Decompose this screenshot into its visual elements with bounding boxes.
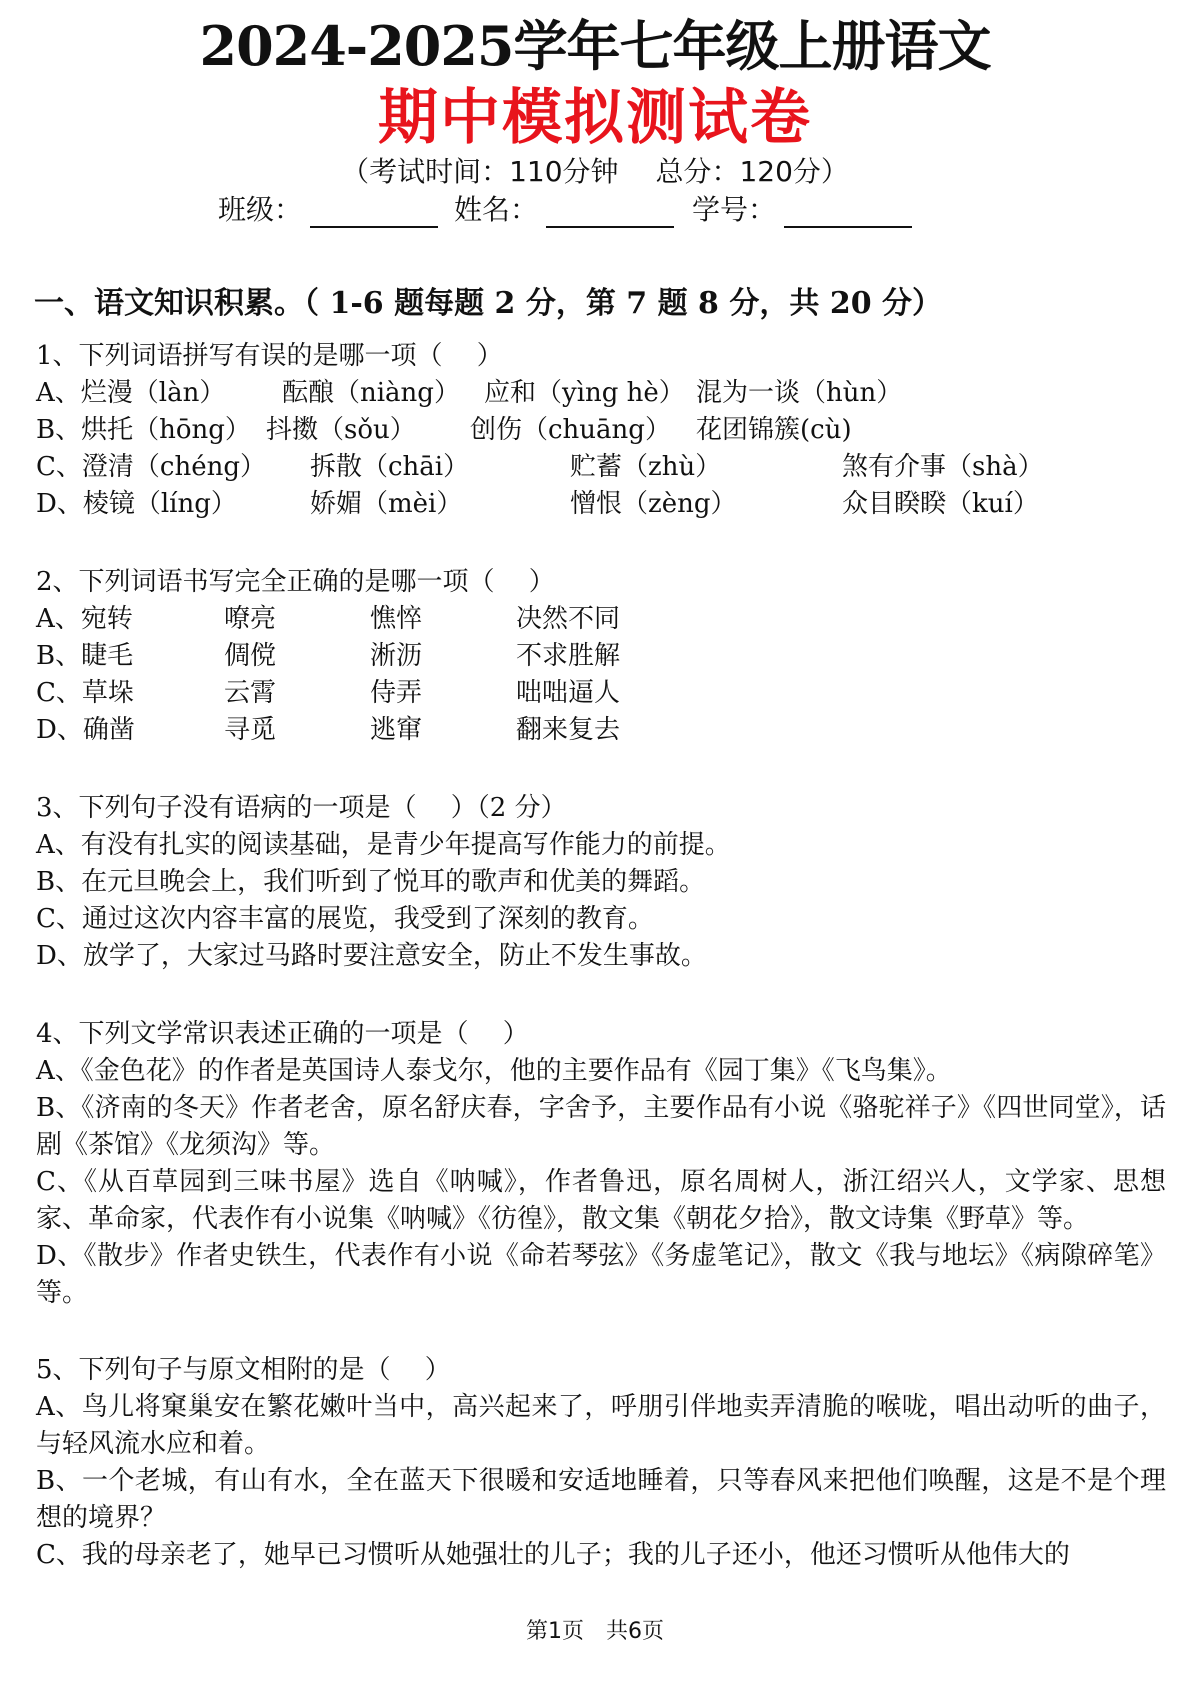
exam-time: （考试时间：110分钟: [341, 155, 619, 188]
option-row: [36, 375, 1166, 412]
option-item: 抖擞（sǒu）: [266, 415, 416, 445]
student-id-label: 学号：: [692, 193, 777, 226]
option-item: 寻觅: [224, 715, 277, 745]
option-item: 贮蓄（zhù）: [570, 452, 722, 482]
question-4: [36, 1016, 1166, 1312]
option-paragraph: C、《从百草园到三味书屋》选自《呐喊》，作者鲁迅，原名周树人，浙江绍兴人，文学家、思想家、革命家，代表作有小说集《呐喊》《彷徨》，散文集《朝花夕拾》，散文诗集《野草》等。: [36, 1167, 1166, 1234]
option-row: [36, 449, 1166, 486]
question-3: [36, 790, 1166, 975]
option-item: B、睫毛: [36, 641, 134, 671]
option-item: 云霄: [224, 678, 277, 708]
option-item: 众目睽睽（kuí）: [842, 489, 1039, 519]
question-stem: 2、下列词语书写完全正确的是哪一项（ ）: [36, 567, 555, 597]
name-blank[interactable]: [546, 196, 674, 228]
exam-subtitle: 期中模拟测试卷: [378, 83, 812, 153]
option-item: A、宛转: [36, 604, 133, 634]
option-paragraph: D、《散步》作者史铁生，代表作有小说《命若琴弦》《务虚笔记》，散文《我与地坛》《病隙碎笔》等。: [36, 1241, 1166, 1308]
option-item: A、烂漫（làn）: [36, 378, 226, 408]
exam-meta: [0, 150, 1190, 190]
student-id-field[interactable]: [692, 188, 912, 228]
option-item: 不求胜解: [516, 641, 621, 671]
student-id-blank[interactable]: [784, 196, 912, 228]
name-label: 姓名：: [454, 193, 539, 226]
option-row: [36, 712, 1166, 749]
question-stem: 4、下列文学常识表述正确的一项是（ ）: [36, 1019, 529, 1049]
option-line: C、通过这次内容丰富的展览，我受到了深刻的教育。: [36, 904, 654, 934]
option-item: 花团锦簇(cù): [696, 415, 852, 445]
option-paragraph: B、一个老城，有山有水，全在蓝天下很暖和安适地睡着，只等春风来把他们唤醒，这是不是个理想的境界？: [36, 1466, 1166, 1533]
class-blank[interactable]: [310, 196, 438, 228]
option-item: 拆散（chāi）: [310, 452, 470, 482]
option-paragraph: B、《济南的冬天》作者老舍，原名舒庆春，字舍予，主要作品有小说《骆驼祥子》《四世同堂》，话剧《茶馆》《龙须沟》等。: [36, 1093, 1166, 1160]
option-item: 酝酿（niàng）: [282, 378, 460, 408]
option-item: 嘹亮: [224, 604, 277, 634]
option-item: D、棱镜（líng）: [36, 489, 237, 519]
question-2: [36, 564, 1166, 749]
option-row: [36, 601, 1166, 638]
name-field[interactable]: [454, 188, 674, 228]
option-row: [36, 412, 1166, 449]
option-paragraph: A、鸟儿将窠巢安在繁花嫩叶当中，高兴起来了，呼朋引伴地卖弄清脆的喉咙，唱出动听的曲子，与轻风流水应和着。: [36, 1392, 1166, 1459]
option-line: D、放学了，大家过马路时要注意安全，防止不发生事故。: [36, 941, 707, 971]
exam-total-score: 总分：120分）: [655, 155, 849, 188]
option-line: A、有没有扎实的阅读基础，是青少年提高写作能力的前提。: [36, 830, 731, 860]
class-label: 班级：: [218, 193, 303, 226]
option-paragraph: A、《金色花》的作者是英国诗人泰戈尔，他的主要作品有《园丁集》《飞鸟集》。: [36, 1056, 952, 1086]
option-item: 咄咄逼人: [516, 678, 621, 708]
option-paragraph: C、我的母亲老了，她早已习惯听从她强壮的儿子；我的儿子还小，他还习惯听从他伟大的: [36, 1540, 1070, 1570]
option-item: 娇媚（mèi）: [310, 489, 463, 519]
option-item: 倜傥: [224, 641, 277, 671]
option-row: [36, 638, 1166, 675]
option-line: B、在元旦晚会上，我们听到了悦耳的歌声和优美的舞蹈。: [36, 867, 706, 897]
option-item: B、烘托（hōng）: [36, 415, 251, 445]
option-item: C、草垛: [36, 678, 134, 708]
question-stem: 5、下列句子与原文相附的是（ ）: [36, 1355, 451, 1385]
option-row: [36, 486, 1166, 523]
option-item: 憎恨（zèng）: [570, 489, 737, 519]
page-footer: 第1页 共6页: [526, 1619, 664, 1644]
option-item: 应和（yìng hè）: [484, 378, 685, 408]
question-stem: 1、下列词语拼写有误的是哪一项（ ）: [36, 341, 503, 371]
option-item: 混为一谈（hùn）: [696, 378, 903, 408]
question-1: [36, 338, 1166, 523]
option-row: [36, 675, 1166, 712]
option-item: 翻来复去: [516, 715, 621, 745]
class-field[interactable]: [218, 188, 438, 228]
option-item: 煞有介事（shà）: [842, 452, 1044, 482]
option-item: 侍弄: [370, 678, 423, 708]
option-item: 创伤（chuāng）: [470, 415, 671, 445]
option-item: 逃窜: [370, 715, 423, 745]
question-5: [36, 1352, 1166, 1574]
section-heading: 一、语文知识积累。（ 1-6 题每题 2 分，第 7 题 8 分，共 20 分）: [34, 286, 943, 321]
option-item: 淅沥: [370, 641, 423, 671]
option-item: 憔悴: [370, 604, 423, 634]
question-stem: 3、下列句子没有语病的一项是（ ）（2 分）: [36, 793, 567, 823]
exam-title: 2024-2025学年七年级上册语文: [199, 14, 991, 78]
option-item: C、澄清（chéng）: [36, 452, 266, 482]
option-item: D、确凿: [36, 715, 135, 745]
option-item: 决然不同: [516, 604, 621, 634]
